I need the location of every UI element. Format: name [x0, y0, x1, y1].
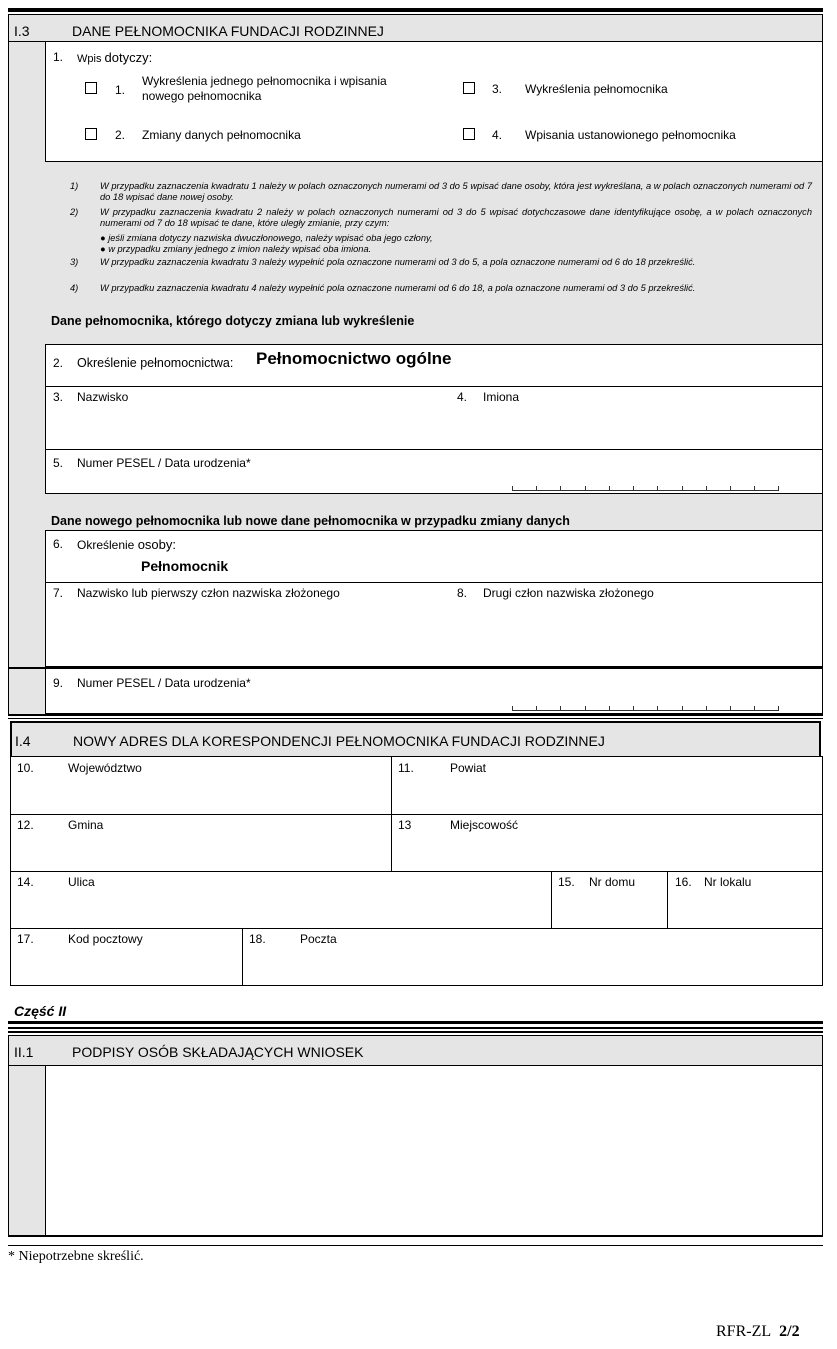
field-12-number: 12. — [17, 818, 34, 832]
field-8-label: Drugi człon nazwiska złożonego — [483, 586, 654, 600]
field-3-label: Nazwisko — [77, 390, 129, 404]
field-18-number: 18. — [249, 932, 266, 946]
bottom-rule — [8, 1245, 823, 1246]
option-4-label: Wpisania ustanowionego pełnomocnika — [525, 128, 736, 142]
col-divider-17-18 — [242, 928, 243, 986]
form-code: RFR-ZL — [716, 1323, 772, 1340]
field-18-label: Poczta — [300, 932, 337, 946]
pesel-digit-ticks-5[interactable] — [512, 484, 779, 491]
option-3-number: 3. — [492, 82, 503, 96]
field-11-number: 11. — [398, 761, 414, 775]
option-1-label-line2: nowego pełnomocnika — [142, 89, 262, 103]
note-3: 3) W przypadku zaznaczenia kwadratu 3 należy wypełnić pola oznaczone numerami od 3 do 5, a pola oznaczone numerami od 6 do 18 przekreślić. — [70, 257, 696, 267]
field-6-label: Określenie osoby: — [77, 537, 177, 552]
field-6-value[interactable]: Pełnomocnik — [141, 558, 229, 574]
field-14-label: Ulica — [68, 875, 95, 889]
section-ii1-number: II.1 — [14, 1044, 34, 1060]
col-divider-14-15 — [551, 871, 552, 928]
field-15-label: Nr domu — [589, 875, 636, 889]
part-2-rule-1 — [8, 1021, 823, 1024]
top-rule — [8, 8, 823, 12]
section-i4-title: NOWY ADRES DLA KORESPONDENCJI PEŁNOMOCNIKA FUNDACJI RODZINNEJ — [73, 733, 605, 749]
field-2-value[interactable]: Pełnomocnictwo ogólne — [256, 349, 452, 368]
option-1-label-line1: Wykreślenia jednego pełnomocnika i wpisania — [142, 74, 387, 88]
part-2-title: Część II — [14, 1003, 67, 1019]
row-divider-2 — [10, 871, 823, 872]
subsection-old-proxy-title: Dane pełnomocnika, którego dotyczy zmiana lub wykreślenie — [51, 314, 415, 328]
field-13-number: 13 — [398, 818, 412, 832]
section-i3-number: I.3 — [14, 23, 30, 39]
note-2-bullet-1: ● jeśli zmiana dotyczy nazwiska dwuczłonowego, należy wpisać oba jego człony, — [100, 233, 433, 243]
field-16-label: Nr lokalu — [704, 875, 752, 889]
option-2-label: Zmiany danych pełnomocnika — [142, 128, 301, 142]
option-3-checkbox[interactable] — [463, 82, 475, 94]
field-13-label: Miejscowość — [450, 818, 519, 832]
field-1-number: 1. — [53, 50, 64, 64]
option-1-checkbox[interactable] — [85, 82, 97, 94]
field-5-label: Numer PESEL / Data urodzenia* — [77, 456, 251, 470]
signatures-box[interactable] — [45, 1065, 823, 1237]
field-5-number: 5. — [53, 456, 64, 470]
field-16-number: 16. — [675, 875, 692, 889]
col-divider-10-11 — [391, 756, 392, 871]
section-ii1-title: PODPISY OSÓB SKŁADAJĄCYCH WNIOSEK — [72, 1044, 364, 1060]
section-i3-title: DANE PEŁNOMOCNIKA FUNDACJI RODZINNEJ — [72, 23, 384, 39]
pesel-digit-ticks-9[interactable] — [512, 704, 779, 711]
page-number: 2/2 — [779, 1323, 800, 1340]
field-7-number: 7. — [53, 586, 64, 600]
field-15-number: 15. — [558, 875, 575, 889]
field-11-label: Powiat — [450, 761, 487, 775]
note-4: 4) W przypadku zaznaczenia kwadratu 4 należy wypełnić pola oznaczone numerami od 6 do 18, a pola oznaczone numerami od 3 do 5 przekreślić. — [70, 283, 696, 293]
option-2-checkbox[interactable] — [85, 128, 97, 140]
option-1-number: 1. — [115, 83, 126, 97]
option-4-checkbox[interactable] — [463, 128, 475, 140]
field-3-number: 3. — [53, 390, 64, 404]
field-10-number: 10. — [17, 761, 34, 775]
field-9-number: 9. — [53, 676, 64, 690]
field-17-label: Kod pocztowy — [68, 932, 143, 946]
field-17-number: 17. — [17, 932, 34, 946]
subsection-new-proxy-title: Dane nowego pełnomocnika lub nowe dane pełnomocnika w przypadku zmiany danych — [51, 514, 570, 528]
field-9-label: Numer PESEL / Data urodzenia* — [77, 676, 251, 690]
note-1: 1) W przypadku zaznaczenia kwadratu 1 należy w polach oznaczonych numerami od 3 do 5 wpisać dane osoby, która jest wykreślana, a w polach oznaczonych numerami od 7 do 18 wpisać dane nowej osoby. — [70, 181, 812, 202]
note-2-bullet-2: ● w przypadku zmiany jednego z imion należy wpisać oba imiona. — [100, 244, 372, 254]
option-3-label: Wykreślenia pełnomocnika — [525, 82, 668, 96]
field-12-label: Gmina — [68, 818, 104, 832]
field-9-left-rule — [8, 667, 46, 669]
option-2-number: 2. — [115, 128, 126, 142]
field-14-number: 14. — [17, 875, 34, 889]
section-i4-number: I.4 — [15, 733, 31, 749]
footnote: * Niepotrzebne skreślić. — [8, 1249, 144, 1264]
note-2: 2) W przypadku zaznaczenia kwadratu 2 należy w polach oznaczonych numerami od 3 do 5 wpisać dotychczasowe dane identyfikujące osobę, a w polach oznaczonych numerami od 7 do 18 wpisać te dane, które uległy zmianie, przy czym: — [70, 207, 812, 228]
part-2-rule-3 — [8, 1031, 823, 1033]
row-divider-3 — [10, 928, 823, 929]
field-2-number: 2. — [53, 356, 64, 370]
field-7-label: Nazwisko lub pierwszy człon nazwiska złożonego — [77, 586, 340, 600]
field-4-number: 4. — [457, 390, 468, 404]
field-8-number: 8. — [457, 586, 468, 600]
field-3-4-box — [45, 386, 823, 450]
row-divider-1 — [10, 814, 823, 815]
field-4-label: Imiona — [483, 390, 520, 404]
option-4-number: 4. — [492, 128, 503, 142]
field-2-label: Określenie pełnomocnictwa: — [77, 356, 234, 370]
form-footer — [716, 1323, 800, 1341]
field-10-label: Województwo — [68, 761, 142, 775]
section-i4-rule-1 — [8, 714, 823, 716]
section-i4-rule-2 — [8, 718, 823, 719]
field-6-number: 6. — [53, 537, 64, 551]
col-divider-15-16 — [667, 871, 668, 928]
part-2-rule-2 — [8, 1027, 823, 1029]
field-1-label: Wpis dotyczy: — [77, 50, 153, 65]
